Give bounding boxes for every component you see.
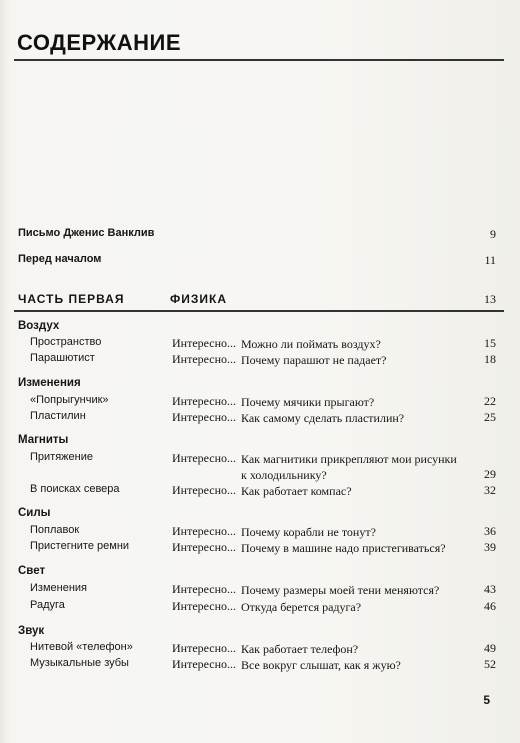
page-number: 52 [484, 657, 496, 671]
entry-prefix: Интересно... [172, 641, 237, 655]
toc-entry [18, 410, 496, 440]
part-heading [18, 292, 496, 306]
entry-prefix: Интересно... [172, 451, 237, 465]
entry-prefix: Интересно... [172, 336, 237, 350]
front-matter-entry [18, 227, 496, 245]
page-number: 15 [484, 336, 496, 350]
entry-question: Почему корабли не тонут? [241, 525, 376, 539]
entry-prefix: Интересно... [172, 394, 237, 408]
entry-topic: В поисках севера [30, 483, 120, 495]
section-title: Звук [18, 625, 45, 637]
part-label: ЧАСТЬ ПЕРВАЯ [18, 292, 125, 306]
folio-page-number: 5 [483, 693, 490, 707]
page-number: 25 [484, 410, 496, 424]
page-number: 18 [484, 352, 496, 366]
section-title: Изменения [18, 377, 81, 389]
section-title: Воздух [18, 320, 60, 332]
toc-entry [18, 352, 496, 382]
entry-topic: Пластилин [30, 410, 86, 422]
entry-question: Откуда берется радуга? [241, 600, 362, 614]
entry-topic: Притяжение [30, 451, 93, 463]
part-subject: ФИЗИКА [170, 292, 227, 306]
entry-question: Как работает компас? [241, 484, 352, 498]
entry-topic: Нитевой «телефон» [30, 641, 133, 653]
page-number: 22 [484, 394, 496, 408]
entry-topic: Музыкальные зубы [30, 657, 129, 669]
page-number: 13 [484, 292, 496, 306]
entry-topic: Радуга [30, 599, 65, 611]
entry-prefix: Интересно... [172, 524, 237, 538]
toc-entry [18, 451, 496, 481]
entry-question: Почему мячики прыгают? [241, 395, 375, 409]
entry-question: Почему размеры моей тени меняются? [241, 583, 440, 597]
entry-question: Можно ли поймать воздух? [241, 337, 381, 351]
entry-question: Все вокруг слышат, как я жую? [241, 658, 401, 672]
entry-title: Перед началом [18, 253, 102, 265]
toc-entry [18, 657, 496, 687]
entry-prefix: Интересно... [172, 540, 237, 554]
toc-entry [18, 599, 496, 629]
entry-question: Как работает телефон? [241, 642, 359, 656]
entry-question: Почему в машине надо пристегиваться? [241, 541, 446, 555]
entry-prefix: Интересно... [172, 657, 237, 671]
entry-topic: «Попрыгунчик» [30, 394, 109, 406]
toc-entry [18, 540, 496, 570]
entry-question: Как самому сделать пластилин? [241, 411, 405, 425]
entry-topic: Пространство [30, 336, 102, 348]
entry-prefix: Интересно... [172, 582, 237, 596]
title-rule [14, 59, 504, 61]
page-number: 49 [484, 641, 496, 655]
part-rule [14, 310, 504, 312]
entry-topic: Парашютист [30, 352, 95, 364]
page-number: 43 [484, 582, 496, 596]
entry-prefix: Интересно... [172, 599, 237, 613]
section-title: Магниты [18, 434, 69, 446]
page-number: 11 [484, 253, 496, 267]
page-title: СОДЕРЖАНИЕ [17, 30, 182, 55]
entry-topic: Изменения [30, 582, 87, 594]
page-number: 9 [490, 227, 496, 241]
front-matter-entry [18, 253, 496, 271]
entry-title: Письмо Дженис Ванклив [18, 227, 155, 239]
page-number: 39 [484, 540, 496, 554]
page-number: 29 [484, 467, 496, 481]
entry-prefix: Интересно... [172, 483, 237, 497]
page-number: 32 [484, 483, 496, 497]
entry-topic: Поплавок [30, 524, 80, 536]
page-number: 46 [484, 599, 496, 613]
section-title: Свет [18, 565, 46, 577]
entry-question: Как магнитики прикрепляют мои рисунки к холодильнику? [241, 452, 457, 482]
section-title: Силы [18, 507, 51, 519]
entry-question: Почему парашют не падает? [241, 353, 387, 367]
toc-entry [18, 483, 496, 513]
entry-prefix: Интересно... [172, 410, 237, 424]
entry-prefix: Интересно... [172, 352, 237, 366]
page-number: 36 [484, 524, 496, 538]
entry-topic: Пристегните ремни [30, 540, 130, 552]
